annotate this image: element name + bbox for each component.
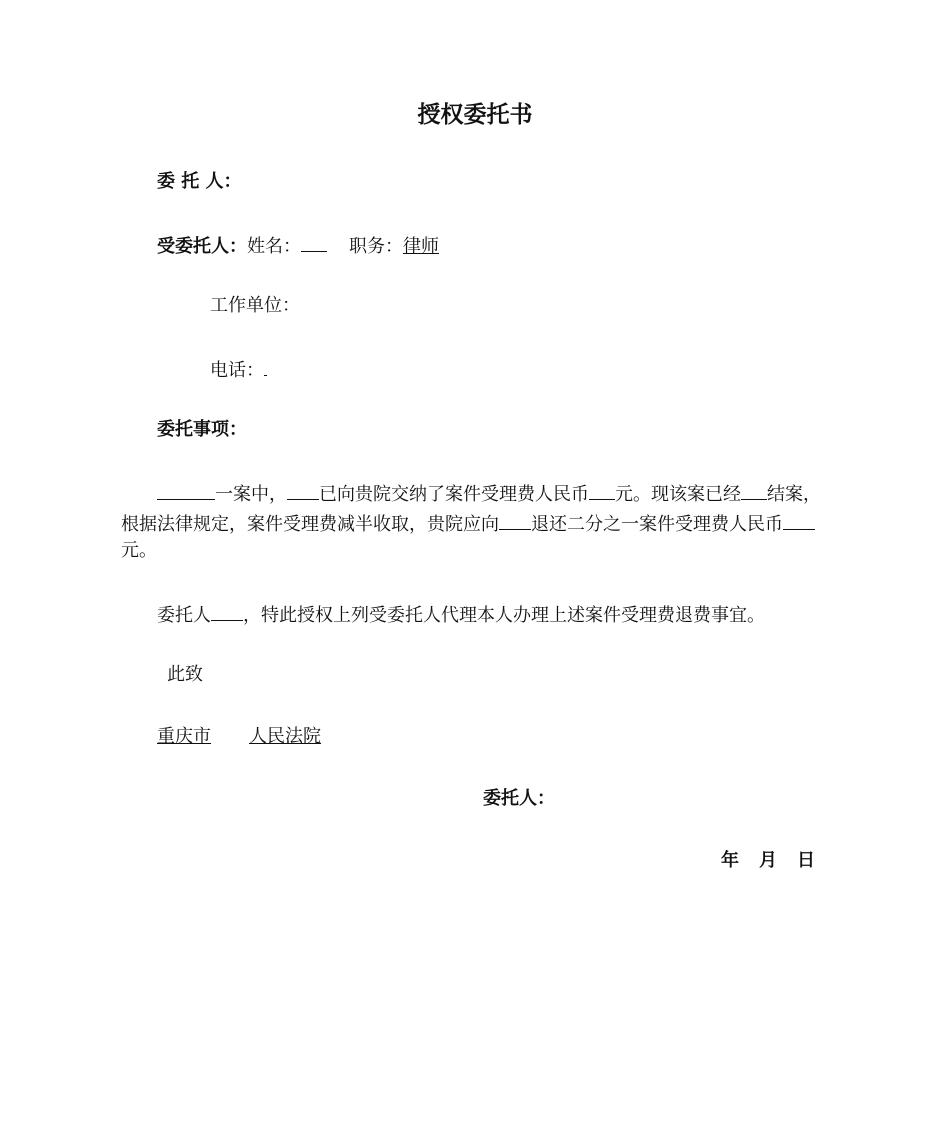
case-blank — [157, 481, 215, 500]
matters-paragraph-line1 — [157, 481, 821, 506]
court-prefix: 重庆市 — [157, 726, 211, 747]
court-suffix: 人民法院 — [249, 726, 321, 747]
matters-text: 退还二分之一案件受理费人民币 — [531, 514, 783, 535]
agent-phone-line — [210, 357, 267, 382]
agent-phone-blank — [264, 357, 267, 376]
matters-text: 结案， — [767, 484, 821, 505]
date-line — [721, 850, 815, 872]
salutation: 此致 — [167, 664, 203, 685]
date-month: 月 — [759, 850, 777, 871]
amount-blank — [589, 481, 615, 500]
principal-label: 委 托 人： — [157, 171, 242, 192]
matters-text: 已向贵院交纳了案件受理费人民币 — [319, 484, 589, 505]
authorization-text: 委托人 — [157, 605, 211, 626]
matters-paragraph-line3: 元。 — [121, 540, 157, 561]
principal-blank — [211, 602, 243, 621]
agent-position-label: 职务： — [349, 236, 403, 257]
court-line — [157, 726, 321, 748]
agent-label: 受委托人： — [157, 236, 247, 257]
authorization-text: ，特此授权上列受委托人代理本人办理上述案件受理费退费事宜。 — [243, 605, 765, 626]
refund-amount-blank — [783, 511, 815, 530]
close-method-blank — [741, 481, 767, 500]
signer-label: 委托人： — [483, 788, 555, 809]
matters-text: 元。现该案已经 — [615, 484, 741, 505]
payer-blank — [287, 481, 319, 500]
date-year: 年 — [721, 850, 739, 871]
authorization-paragraph — [157, 602, 765, 627]
agent-phone-label: 电话： — [210, 360, 264, 381]
date-day: 日 — [797, 850, 815, 871]
agent-position-value: 律师 — [403, 236, 439, 257]
matters-paragraph-line2 — [121, 511, 815, 536]
refund-to-blank — [499, 511, 531, 530]
matters-text: 一案中， — [215, 484, 287, 505]
document-title: 授权委托书 — [417, 102, 533, 128]
matters-heading: 委托事项： — [157, 419, 247, 440]
agent-line — [157, 233, 439, 258]
agent-work-unit: 工作单位： — [210, 295, 300, 316]
agent-name-blank — [301, 233, 327, 252]
matters-text: 根据法律规定，案件受理费减半收取，贵院应向 — [121, 514, 499, 535]
agent-name-label: 姓名： — [247, 236, 301, 257]
